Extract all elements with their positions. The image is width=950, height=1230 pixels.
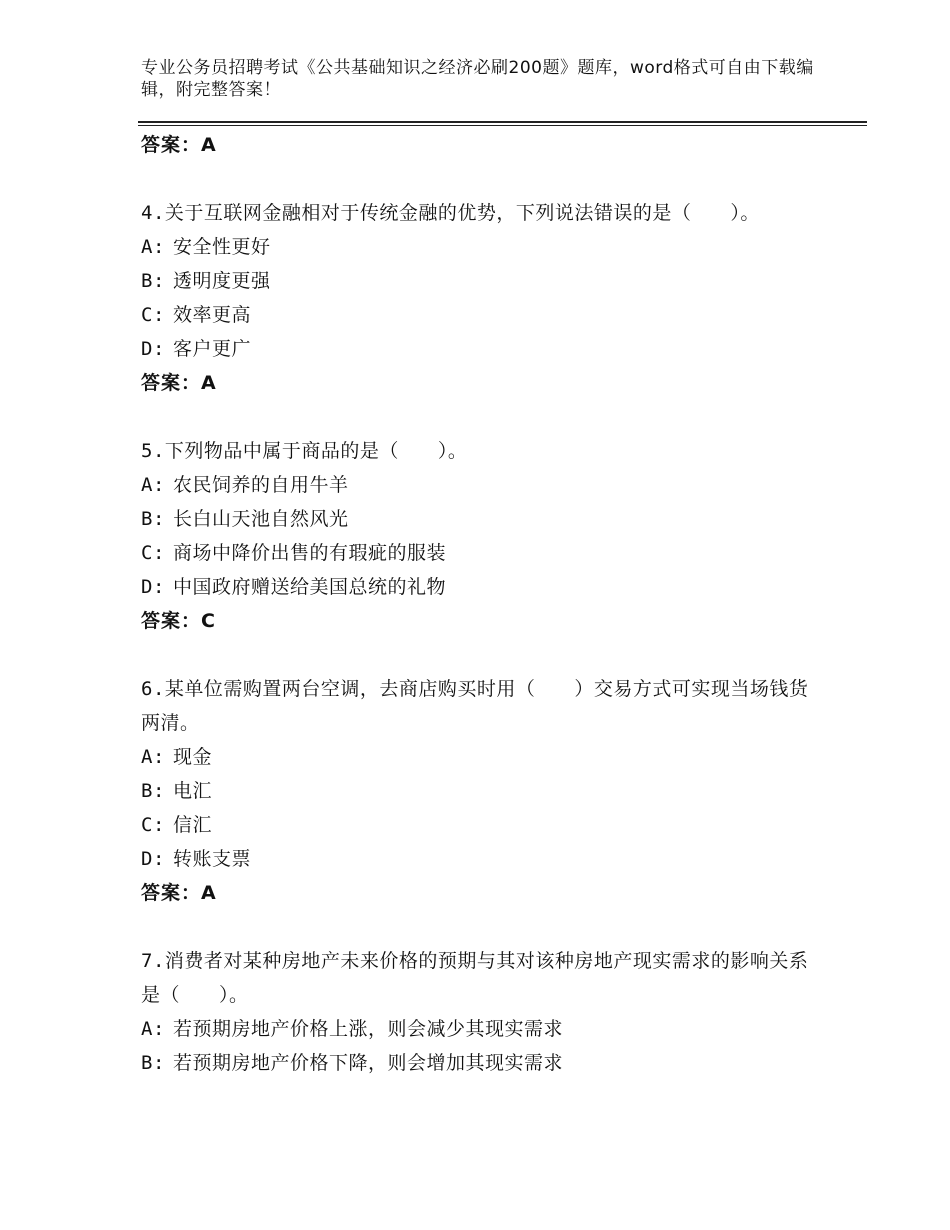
option-letter: C: bbox=[141, 814, 165, 836]
option-text: 安全性更好 bbox=[173, 236, 271, 258]
option-a bbox=[141, 230, 821, 264]
question-list bbox=[141, 128, 821, 1080]
option-c bbox=[141, 808, 821, 842]
answer-line bbox=[141, 366, 821, 400]
option-text: 电汇 bbox=[173, 780, 213, 802]
option-a bbox=[141, 1012, 821, 1046]
option-text: 商场中降价出售的有瑕疵的服装 bbox=[173, 542, 447, 564]
answer-value: A bbox=[201, 882, 216, 904]
answer-value: A bbox=[201, 372, 216, 394]
answer-value: C bbox=[201, 610, 215, 632]
option-text: 农民饲养的自用牛羊 bbox=[173, 474, 349, 496]
option-letter: D: bbox=[141, 848, 165, 870]
option-c bbox=[141, 298, 821, 332]
option-text: 效率更高 bbox=[173, 304, 252, 326]
answer-value: A bbox=[201, 134, 216, 156]
option-text: 现金 bbox=[173, 746, 213, 768]
option-letter: A: bbox=[141, 474, 165, 496]
option-b bbox=[141, 1046, 821, 1080]
question-stem: 4.关于互联网金融相对于传统金融的优势，下列说法错误的是（ ）。 bbox=[141, 202, 760, 224]
option-letter: D: bbox=[141, 338, 165, 360]
question-stem: 5.下列物品中属于商品的是（ ）。 bbox=[141, 440, 468, 462]
option-a bbox=[141, 468, 821, 502]
answer-line bbox=[141, 876, 821, 910]
option-letter: A: bbox=[141, 236, 165, 258]
option-letter: B: bbox=[141, 508, 165, 530]
option-text: 若预期房地产价格上涨，则会减少其现实需求 bbox=[173, 1018, 564, 1040]
option-text: 中国政府赠送给美国总统的礼物 bbox=[173, 576, 447, 598]
option-letter: D: bbox=[141, 576, 165, 598]
option-text: 客户更广 bbox=[173, 338, 252, 360]
document-header-title: 专业公务员招聘考试《公共基础知识之经济必刷200题》题库，word格式可自由下载编辑，附完整答案！ bbox=[141, 58, 814, 100]
option-d bbox=[141, 332, 821, 366]
option-letter: A: bbox=[141, 1018, 165, 1040]
option-b bbox=[141, 774, 821, 808]
option-text: 若预期房地产价格下降，则会增加其现实需求 bbox=[173, 1052, 564, 1074]
option-letter: C: bbox=[141, 542, 165, 564]
option-letter: B: bbox=[141, 1052, 165, 1074]
option-d bbox=[141, 570, 821, 604]
answer-label: 答案： bbox=[141, 610, 202, 632]
question-5 bbox=[141, 434, 821, 638]
option-letter: B: bbox=[141, 780, 165, 802]
option-a bbox=[141, 740, 821, 774]
option-text: 转账支票 bbox=[173, 848, 252, 870]
question-4 bbox=[141, 196, 821, 400]
question-stem: 7.消费者对某种房地产未来价格的预期与其对该种房地产现实需求的影响关系是（ ）。 bbox=[141, 950, 809, 1006]
answer-label: 答案： bbox=[141, 372, 202, 394]
header-divider bbox=[138, 121, 867, 123]
option-letter: B: bbox=[141, 270, 165, 292]
option-text: 长白山天池自然风光 bbox=[173, 508, 349, 530]
option-d bbox=[141, 842, 821, 876]
option-text: 透明度更强 bbox=[173, 270, 271, 292]
option-c bbox=[141, 536, 821, 570]
answer-line-q3 bbox=[141, 128, 821, 162]
document-header bbox=[141, 57, 841, 101]
answer-line bbox=[141, 604, 821, 638]
option-b bbox=[141, 502, 821, 536]
header-divider-thin bbox=[138, 125, 867, 126]
option-letter: A: bbox=[141, 746, 165, 768]
option-b bbox=[141, 264, 821, 298]
option-text: 信汇 bbox=[173, 814, 213, 836]
question-6 bbox=[141, 672, 821, 910]
option-letter: C: bbox=[141, 304, 165, 326]
answer-label: 答案： bbox=[141, 134, 202, 156]
question-7 bbox=[141, 944, 821, 1080]
question-stem: 6.某单位需购置两台空调，去商店购买时用（ ）交易方式可实现当场钱货两清。 bbox=[141, 678, 809, 734]
answer-label: 答案： bbox=[141, 882, 202, 904]
